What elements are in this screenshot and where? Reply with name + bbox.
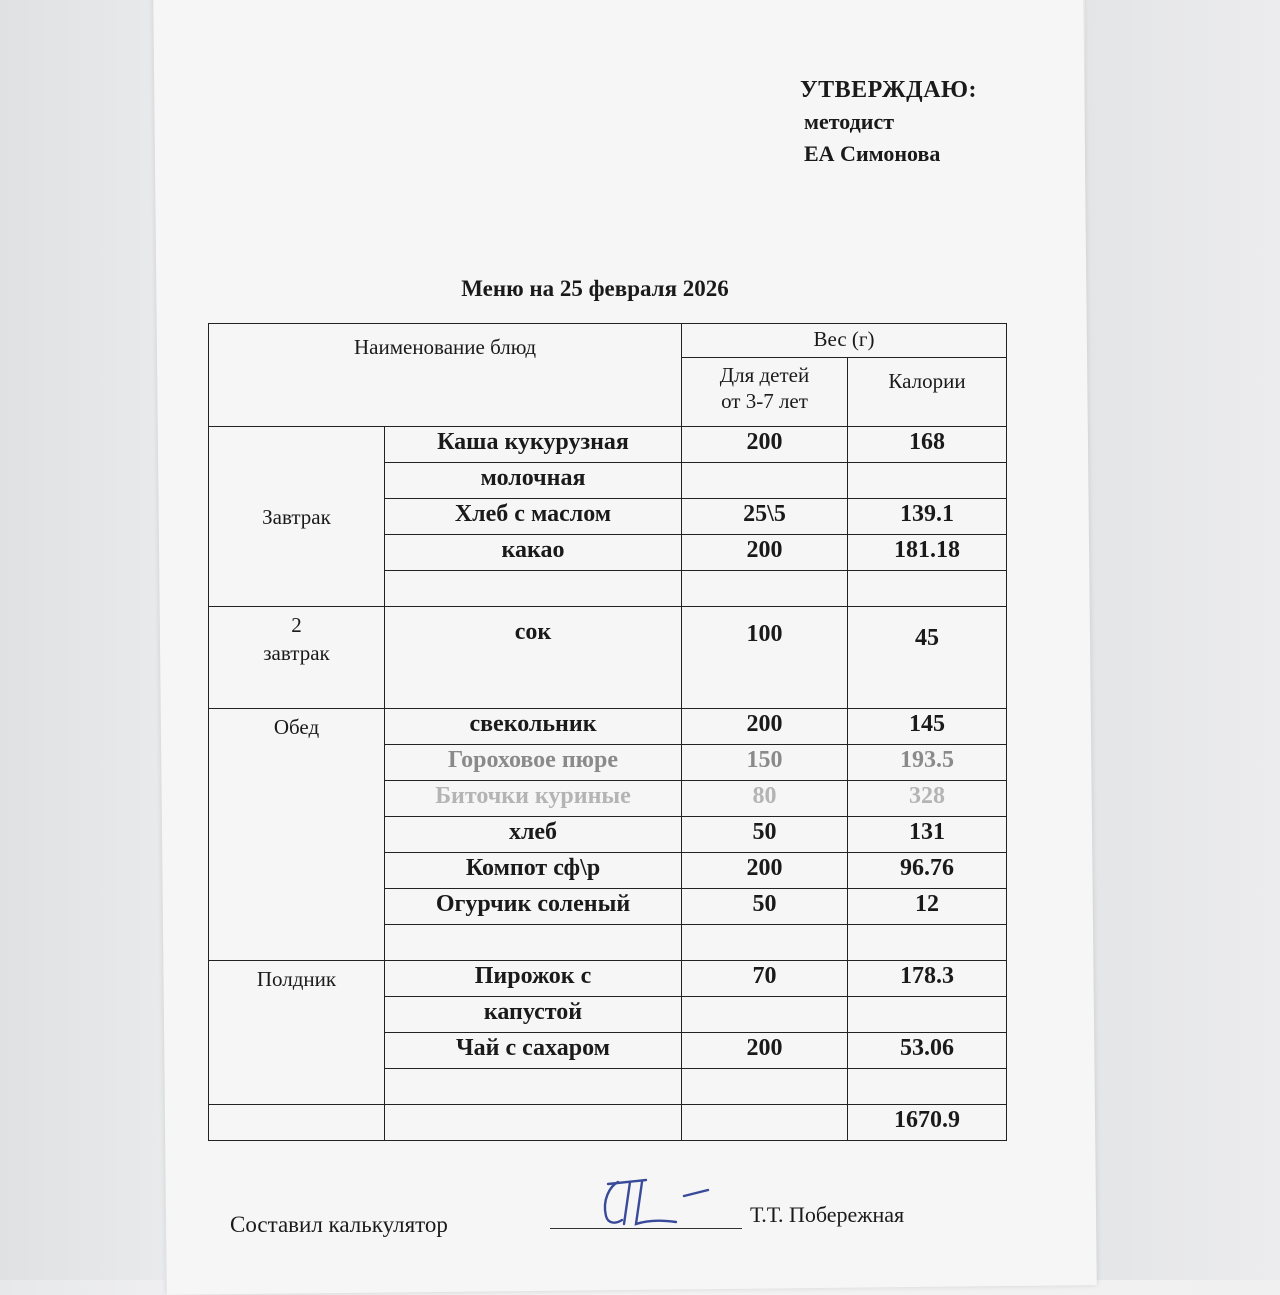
calories-cell: 131 [848,817,1007,853]
total-row [209,1105,1007,1141]
table-row [209,709,1007,745]
weight-cell: 80 [682,781,848,817]
dish-cell: какао [385,535,682,571]
table-row [209,607,1007,709]
meal-snack: Полдник [209,961,385,1105]
approval-position: методист [804,109,895,134]
weight-cell: 70 [682,961,848,997]
meal-lunch: Обед [209,709,385,961]
approval-title: УТВЕРЖДАЮ: [800,77,978,103]
weight-cell: 50 [682,817,848,853]
handwritten-signature [596,1176,716,1232]
total-empty-cell [209,1105,385,1141]
dish-cell [385,571,682,607]
calories-cell [848,997,1007,1033]
dish-cell: капустой [385,997,682,1033]
weight-cell [682,997,848,1033]
meal-second-breakfast [209,607,385,709]
weight-cell: 200 [682,535,848,571]
background-right [1085,0,1280,1280]
calories-cell [848,571,1007,607]
weight-cell: 25\5 [682,499,848,535]
calories-cell: 328 [848,781,1007,817]
calories-cell [848,925,1007,961]
header-dish-name: Наименование блюд [209,324,682,427]
table-row [209,427,1007,463]
weight-cell: 150 [682,745,848,781]
table-row [209,961,1007,997]
background-left [0,0,165,1280]
dish-cell: Хлеб с маслом [385,499,682,535]
compiled-by-label: Составил калькулятор [230,1212,448,1237]
weight-cell: 200 [682,1033,848,1069]
calories-cell [848,1069,1007,1105]
total-empty-cell [385,1105,682,1141]
dish-cell: Чай с сахаром [385,1033,682,1069]
dish-cell: Гороховое пюре [385,745,682,781]
weight-cell: 200 [682,709,848,745]
calories-cell: 45 [848,607,1007,709]
total-calories: 1670.9 [848,1105,1007,1141]
weight-cell: 200 [682,853,848,889]
calories-cell: 178.3 [848,961,1007,997]
weight-cell: 50 [682,889,848,925]
menu-table [208,323,1007,1141]
approval-name: ЕА Симонова [804,141,941,166]
approval-block [800,74,977,170]
dish-cell: Пирожок с [385,961,682,997]
dish-cell: Биточки куриные [385,781,682,817]
header-calories: Калории [848,357,1007,426]
weight-cell: 100 [682,607,848,709]
signer-name: Т.Т. Побережная [750,1202,905,1227]
calories-cell: 139.1 [848,499,1007,535]
calories-cell [848,463,1007,499]
dish-cell: сок [385,607,682,709]
weight-cell [682,1069,848,1105]
dish-cell [385,925,682,961]
total-empty-cell [682,1105,848,1141]
dish-cell [385,1069,682,1105]
weight-cell [682,571,848,607]
dish-cell: свекольник [385,709,682,745]
dish-cell: Компот сф\р [385,853,682,889]
weight-cell [682,925,848,961]
header-children [682,357,848,426]
calories-cell: 168 [848,427,1007,463]
dish-cell: Огурчик соленый [385,889,682,925]
calories-cell: 193.5 [848,745,1007,781]
dish-cell: хлеб [385,817,682,853]
header-row [209,324,1007,358]
menu-title: Меню на 25 февраля 2026 [461,276,729,301]
header-children-line2: от 3-7 лет [721,388,808,413]
meal-second-breakfast-line2: завтрак [263,641,330,665]
calories-cell: 181.18 [848,535,1007,571]
calories-cell: 53.06 [848,1033,1007,1069]
meal-breakfast: Завтрак [209,427,385,607]
calories-cell: 96.76 [848,853,1007,889]
dish-cell: Каша кукурузная [385,427,682,463]
calories-cell: 145 [848,709,1007,745]
weight-cell [682,463,848,499]
weight-cell: 200 [682,427,848,463]
header-children-line1: Для детей [719,362,810,387]
meal-second-breakfast-line1: 2 [291,613,302,637]
calories-cell: 12 [848,889,1007,925]
dish-cell: молочная [385,463,682,499]
header-weight: Вес (г) [682,324,1007,358]
